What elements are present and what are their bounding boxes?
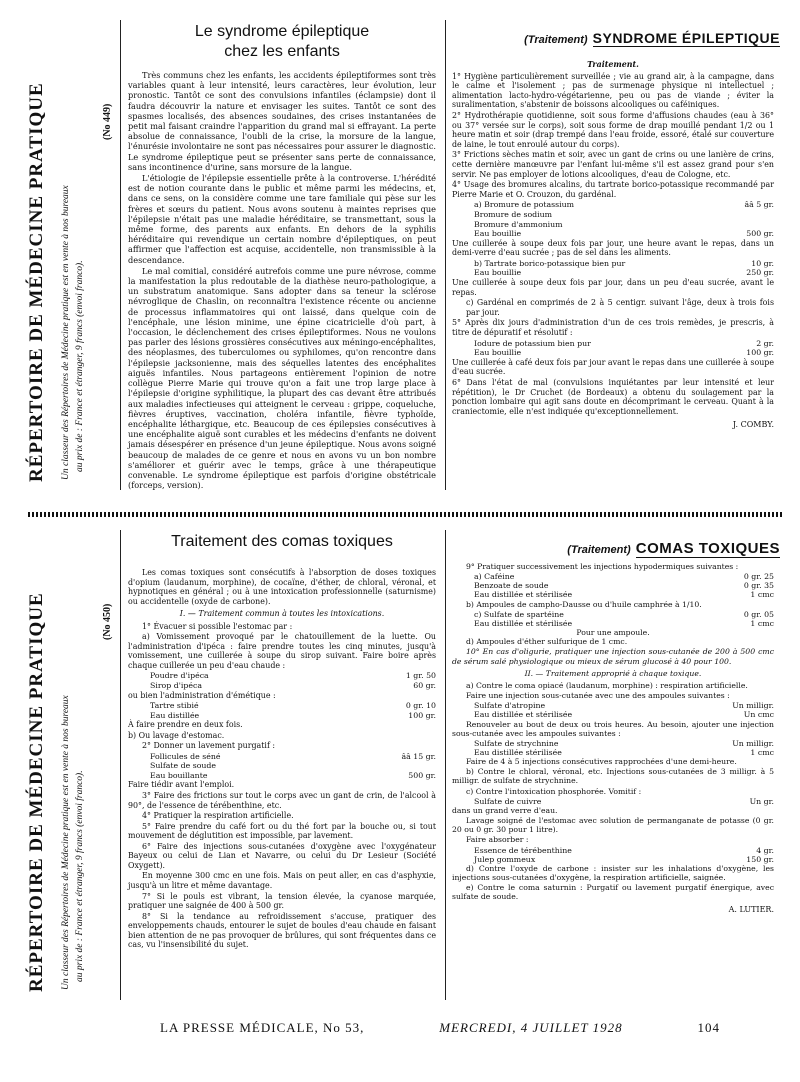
tag-title: SYNDROME ÉPILEPTIQUE: [592, 30, 780, 46]
paragraph: d) Contre l'oxyde de carbone : insister sur les inhalations d'oxygène, les injections sous-cutanées d'oxygène, la respiration artificielle, saignée.: [452, 863, 774, 882]
rx-line: Sulfate de cuivre Un gr.: [474, 796, 774, 806]
rx-line: Eau distillée et stérilisée Un cmc: [474, 710, 774, 720]
perforation-line: [28, 512, 784, 517]
paragraph: b) Ou lavage d'estomac.: [128, 730, 225, 740]
paragraph: c) Gardénal en comprimés de 2 à 5 centigr. suivant l'âge, deux à trois fois par jour.: [466, 298, 774, 317]
title-line-1: Le syndrome épileptique: [194, 23, 370, 40]
vertical-banner: [18, 530, 118, 1000]
paragraph: 4° Pratiquer la respiration artificielle.: [142, 811, 294, 821]
issue-date: MERCREDI, 4 JUILLET 1928: [439, 1020, 623, 1035]
rx-line: Iodure de potassium bien pur 2 gr.: [474, 338, 774, 348]
rx-line: Julep gommeux 150 gr.: [474, 854, 774, 864]
page-footer: [160, 1020, 720, 1036]
paragraph: 3° Faire des frictions sur tout le corps avec un gant de crin, de l'alcool à 90°, de l'essence de térébenthine, etc.: [128, 791, 436, 810]
paragraph: En moyenne 300 cmc en une fois. Mais on peut aller, en cas d'asphyxie, jusqu'à un litre et même davantage.: [128, 871, 436, 890]
paragraph: L'étiologie de l'épilepsie essentielle prête à la controverse. L'hérédité est de notion courante dans le public et même parmi les médecins, et, dans ce sens, on la considère comme une tare familiale qui pèse sur les frères et sœurs du patient. Nous avons soutenu à maintes reprises que l'épilepsie n'était pas une maladie héréditaire, se transmettant, sous la même forme, des parents aux enfants. En dehors de la syphilis héréditaire qui revendique un certain nombre d'épileptiques, on peut affirmer que l'affection est acquise, accidentelle, non transmissible à la descendance.: [128, 173, 436, 265]
column-divider: [445, 530, 446, 1000]
section-tag: [500, 538, 780, 557]
banner-divider: [120, 20, 121, 490]
paragraph: e) Contre le coma saturnin : Purgatif ou lavement purgatif énergique, avec sulfate de soude.: [452, 883, 774, 902]
paragraph: 5° Faire prendre du café fort ou du thé fort par la bouche ou, si tout mouvement de déglutition est impossible, par lavement.: [128, 821, 436, 841]
paragraph: 9° Pratiquer successivement les injections hypodermiques suivantes :: [466, 562, 739, 571]
paragraph: Lavage soigné de l'estomac avec solution de permanganate de potasse (0 gr. 20 ou 0 gr. 30 pour 1 litre).: [452, 816, 774, 835]
prescription-d: [452, 339, 774, 358]
vertical-subtitle-2: au prix de : France et étranger, 9 francs (envoi franco).: [75, 260, 85, 472]
paragraph: d) Ampoules d'éther sulfurique de 1 cmc.: [466, 637, 628, 647]
paragraph: 3° Frictions sèches matin et soir, avec un gant de crins ou une lanière de crins, cette dernière manœuvre par l'enfant lui-même s'il est assez grand pour s'en servir. Ne pas employer de lotions alcooliques, d'eau de Cologne, etc.: [452, 150, 774, 179]
tag-label: (Traitement): [524, 34, 588, 46]
rx-line: Eau distillée stérilisée 1 cmc: [474, 747, 774, 757]
article-title: [128, 22, 436, 62]
rx-line: Bromure d'ammonium: [474, 219, 563, 229]
paragraph: ou bien l'administration d'émétique :: [128, 690, 276, 700]
prescription-a: [452, 200, 774, 238]
paragraph: Faire une injection sous-cutanée avec une des ampoules suivantes :: [466, 691, 730, 701]
section-heading: II. — Traitement approprié à chaque toxique.: [524, 668, 702, 678]
sheet-450: [0, 520, 800, 1010]
rx-line: a) Bromure de potassium ââ 5 gr.: [474, 200, 774, 210]
rx-line: Eau distillée et stérilisée 1 cmc: [474, 618, 774, 628]
paragraph: 6° Dans l'état de mal (convulsions inquiétantes par leur intensité et leur répétition), le Dr Cruchet (de Bordeaux) a obtenu du soulagement par la ponction lombaire qui agit sans doute en décomprimant le cerveau. Quant à la craniectomie, elle n'est indiquée qu'exceptionnellement.: [452, 378, 774, 416]
vertical-title: RÉPERTOIRE DE MÉDECINE PRATIQUE: [26, 82, 47, 482]
rx-line: Poudre d'ipéca 1 gr. 50: [150, 671, 436, 681]
signature: J. COMBY.: [732, 420, 774, 430]
vertical-subtitle-2: au prix de : France et étranger, 9 francs (envoi franco).: [75, 770, 85, 982]
paragraph: Une cuillerée à soupe deux fois par jour, dans un peu d'eau sucrée, avant le repas.: [452, 278, 774, 297]
title-line-2: chez les enfants: [224, 43, 340, 60]
paragraph: 7° Si le pouls est vibrant, la tension élevée, la cyanose marquée, pratiquer une saignée de 400 à 500 gr.: [128, 891, 436, 911]
prescription-b: [452, 259, 774, 278]
sheet-number: (No 449): [102, 103, 113, 140]
paragraph: 4° Usage des bromures alcalins, du tartrate borico-potassique recommandé par Pierre Marie et O. Crouzon, du gardénal.: [452, 180, 774, 199]
paragraph: À faire prendre en deux fois.: [128, 720, 243, 730]
paragraph: 1° Évacuer si possible l'estomac par :: [142, 621, 293, 631]
rx-line: Sulfate d'atropine Un milligr.: [474, 701, 774, 711]
paragraph: Très communs chez les enfants, les accidents épileptiformes sont très variables quant à leur intensité, leurs caractères, leur évolution, leur pronostic. Tantôt ce sont des convulsions infantiles (éclampsie) dont il faudra découvrir la nature et envisager les suites. Tantôt ce sont des spasmes localisés, des absences soudaines, des crises instantanées de petit mal faisant craindre l'apparition du grand mal si effrayant. La perte absolue de connaissance, l'oubli de la crise, la morsure de la langue, l'énurésie involontaire ne sont pas nécessaires pour assurer le diagnostic. Le syndrome épileptique peut se présenter sans perte de connaissance, sans incontinence d'urine, sans morsure de la langue.: [128, 70, 437, 172]
banner-divider: [120, 530, 121, 1000]
tag-label: (Traitement): [567, 544, 631, 556]
rx-line: Sirop d'ipéca 60 gr.: [150, 681, 436, 691]
vertical-subtitle-1: Un classeur des Répertoires de Médecine pratique est en vente à nos bureaux: [61, 185, 71, 480]
rx-line: Sulfate de strychnine Un milligr.: [474, 738, 774, 748]
tag-title: COMAS TOXIQUES: [635, 540, 780, 557]
paragraph: Faire de 4 à 5 injections consécutives rapprochées d'une demi-heure.: [466, 757, 737, 767]
paragraph: Pour une ampoule.: [576, 628, 650, 638]
paragraph: dans un grand verre d'eau.: [452, 805, 558, 815]
rx-line: Eau distillée 100 gr.: [150, 710, 436, 720]
rx-line: Tartre stibié 0 gr. 10: [150, 701, 436, 711]
rx-line: c) Sulfate de spartéine 0 gr. 05: [474, 609, 774, 619]
paragraph: 5° Après dix jours d'administration d'un de ces trois remèdes, je prescris, à titre de dépuratif et résolutif :: [452, 318, 774, 338]
paragraph: Une cuillerée à café deux fois par jour avant le repas dans une cuillerée à soupe d'eau sucrée.: [452, 357, 774, 377]
rx-line: Sulfate de soude: [150, 761, 217, 771]
paragraph: Faire tiédir avant l'emploi.: [128, 780, 235, 790]
rx-line: Benzoate de soude 0 gr. 35: [474, 581, 774, 591]
paragraph: b) Contre le chloral, véronal, etc. Injections sous-cutanées de 3 milligr. à 5 milligr. de sulfate de strychnine.: [452, 767, 774, 786]
rx-line: Eau distillée et stérilisée 1 cmc: [474, 590, 774, 600]
paragraph: 6° Faire des injections sous-cutanées d'oxygène avec l'oxygénateur Bayeux ou celui de Lian et Navarre, ou celui du Dr Lesieur (Société Oxygett).: [128, 841, 436, 870]
rx-line: Bromure de sodium: [474, 209, 553, 219]
paragraph: c) Contre l'intoxication phosphorée. Vomitif :: [466, 786, 642, 796]
paragraph: Le mal comitial, considéré autrefois comme une pure névrose, comme la manifestation la plus redoutable de la diathèse neuro-pathologique, a un substratum anatomique. Sans adopter dans sa teneur la sclérose névroglique de Chaslin, on reconnaîtra l'existence récente ou ancienne de processus inflammatoires qui ont laissé, dans quelque coin de l'encéphale, une lésion minime, une épine cicatricielle d'où part, à l'occasion, le déclenchement des crises épileptiformes. Nous ne voulons pas parler des lésions grossières consécutives aux méningo-encéphalites, des néoplasmes, des tuberculomes ou syphilomes, qu'on rencontre dans l'épilepsie jacksonienne, mais des séquelles latentes des encéphalites aiguës infantiles. Nous partageons entièrement l'opinion de notre collègue Pierre Marie qui trouve qu'on a fait une trop large place à l'épilepsie d'origine syphilitique, la plupart des cas devant être attribués aux maladies infectieuses qui atteignent le cerveau : grippe, coqueluche, fièvres éruptives, vaccination, choléra infantile, fièvre typhoïde, encéphalite léthargique, etc. Beaucoup de ces épilepsies consécutives à une encéphalite aiguë sont curables et les médecins d'enfants ne doivent jamais désespérer en présence d'un jeune épileptique. Nous avons soigné beaucoup de malades de ce genre et nous en avons vu un bon nombre s'améliorer et guérir avec le temps, grâce à une thérapeutique convenable. Le syndrome épileptique est parfois d'origine obstétricale (forceps, version).: [128, 265, 436, 491]
paragraph: Les comas toxiques sont consécutifs à l'absorption de doses toxiques d'opium (laudanum, morphine), de cocaïne, d'éther, de chloral, véronal, et hypnotiques en général ; ou à une intoxication professionnelle (saturnisme) ou accidentelle (oxyde de carbone).: [128, 568, 436, 606]
section-tag: [520, 28, 780, 47]
rx-line: Eau bouillante 500 gr.: [150, 770, 436, 780]
paragraph: 2° Donner un lavement purgatif :: [142, 741, 276, 751]
article-title: Traitement des comas toxiques: [171, 533, 393, 550]
rx-line: b) Tartrate borico-potassique bien pur 10 gr.: [474, 258, 774, 268]
paragraph: 2° Hydrothérapie quotidienne, soit sous forme d'affusions chaudes (eau à 36° ou 37° versée sur le corps), soit sous forme de drap mouillé pendant 1/2 ou 1 heure matin et soir (drap trempé dans l'eau froide, essoré, étalé sur couverture de laine, le tout enroulé autour du corps).: [452, 110, 774, 149]
left-column: [128, 532, 436, 951]
rx-line: Eau bouillie 100 gr.: [474, 348, 774, 358]
column-divider: [445, 20, 446, 490]
paragraph: 1° Hygiène particulièrement surveillée ; vie au grand air, à la campagne, dans le calme et l'isolement ; pas de surmenage physique ni intellectuel ; alimentation lacto-hydro-végétarienne, peu ou pas de viande ; éviter la suralimentation, s'abstenir de boissons alcooliques ou caféiniques.: [452, 71, 774, 110]
rx-line: a) Caféine 0 gr. 25: [474, 572, 774, 582]
right-column: [452, 60, 774, 430]
signature: A. LUTIER.: [728, 905, 774, 915]
rx-line: Follicules de séné ââ 15 gr.: [150, 751, 436, 761]
paragraph: Une cuillerée à soupe deux fois par jour, une heure avant le repas, dans un demi-verre d'eau sucrée ; pas de sel dans les aliments.: [452, 238, 774, 258]
paragraph: 10° En cas d'oligurie, pratiquer une injection sous-cutanée de 200 à 500 cmc de sérum salé physiologique ou mieux de sérum glucosé à 40 pour 100.: [452, 647, 774, 666]
sheet-number: (No 450): [102, 603, 113, 640]
paragraph: Renouveler au bout de deux ou trois heures. Au besoin, ajouter une injection sous-cutanée avec les ampoules suivantes :: [452, 719, 774, 738]
section-heading: I. — Traitement commun à toutes les intoxications.: [179, 609, 385, 619]
vertical-subtitle-1: Un classeur des Répertoires de Médecine pratique est en vente à nos bureaux: [61, 695, 71, 990]
vertical-banner: [18, 20, 118, 490]
vertical-title: RÉPERTOIRE DE MÉDECINE PRATIQUE: [26, 592, 47, 992]
rx-line: Eau bouillie 500 gr.: [474, 229, 774, 239]
treatment-heading: Traitement.: [587, 60, 639, 69]
journal-issue: LA PRESSE MÉDICALE, No 53,: [160, 1020, 365, 1035]
page-number: 104: [697, 1020, 720, 1035]
paragraph: 8° Si la tendance au refroidissement s'accuse, pratiquer des enveloppements chauds, entourer le sujet de boules d'eau chaude en faisant bien attention de ne pas provoquer de brûlures, qui sont fréquentes dans ce cas, vu l'insensibilité du sujet.: [128, 911, 436, 950]
paragraph: Faire absorber :: [466, 835, 529, 845]
paragraph: a) Vomissement provoqué par le chatouillement de la luette. Ou l'administration d'ipéca : faire prendre toutes les cinq minutes, jusqu'à vomissement, une cuillerée à soupe du sirop suivant. Faire boire après chaque cuillerée un peu d'eau chaude :: [128, 632, 436, 670]
paragraph: b) Ampoules de campho-Dausse ou d'huile camphrée à 1/10.: [466, 599, 702, 609]
sheet-449: [0, 0, 800, 505]
left-column: [128, 22, 436, 491]
rx-line: Eau bouillie 250 gr.: [474, 268, 774, 278]
paragraph: a) Contre le coma opiacé (laudanum, morphine) : respiration artificielle.: [466, 680, 748, 690]
rx-line: Essence de térébenthine 4 gr.: [474, 845, 774, 855]
right-column: [452, 562, 774, 915]
